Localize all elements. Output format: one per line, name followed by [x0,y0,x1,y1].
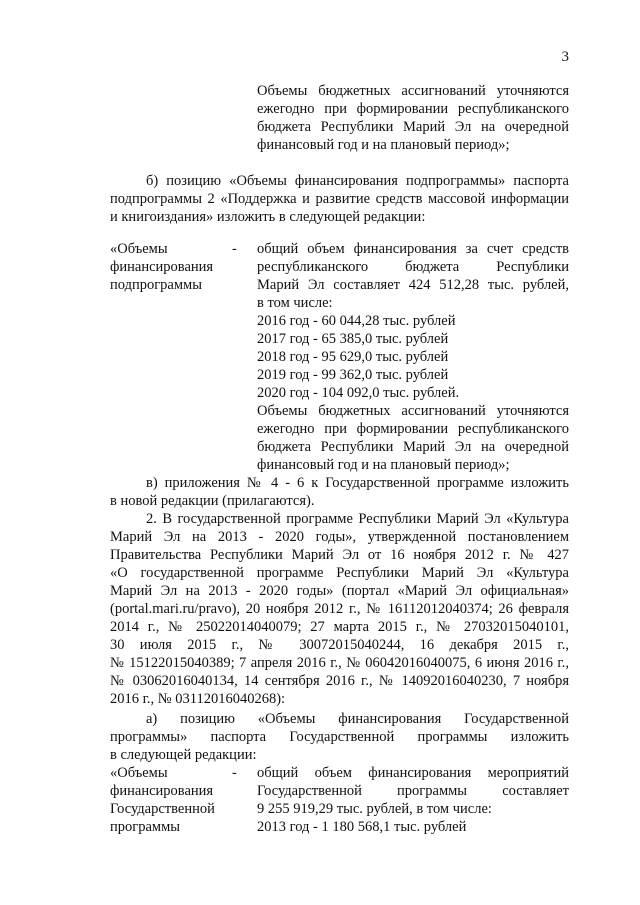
paragraph-line: № 15122015040389; 7 апреля 2016 г., № 06042016040075, 6 июня 2016 г., [110,655,569,671]
paragraph-2 [110,510,569,708]
value-line: 2019 год - 99 362,0 тыс. рублей [257,367,449,383]
table-value [257,240,569,474]
paragraph-line: № 03062016040134, 14 сентября 2016 г., № 14092016040230, 7 ноября [110,673,569,689]
intro-line: ежегодно при формировании республиканского [257,101,569,117]
value-line: общий объем финансирования мероприятий [257,765,569,781]
paragraph-b [110,172,569,226]
paragraph-v [110,474,569,510]
value-line: Государственной программы составляет [257,783,569,799]
paragraph-line: 2014 г., № 25022014040079; 27 марта 2015 г., № 27032015040101, [110,619,569,635]
table-label [110,764,240,836]
value-line: 2020 год - 104 092,0 тыс. рублей. [257,385,460,401]
value-line: 2016 год - 60 044,28 тыс. рублей [257,313,456,329]
paragraph-line: б) позицию «Объемы финансирования подпрограммы» паспорта [146,173,569,189]
value-line: в том числе: [257,295,333,311]
paragraph-line: подпрограммы 2 «Поддержка и развитие средств массовой информации [110,191,569,207]
label-line: «Объемы [110,241,168,257]
label-line: Государственной [110,801,215,817]
value-line: Объемы бюджетных ассигнований уточняются [257,403,569,419]
paragraph-line: 30 июля 2015 г., № 30072015040244, 16 декабря 2015 г., [110,637,569,653]
table-label [110,240,240,294]
paragraph-line: а) позицию «Объемы финансирования Государственной [146,711,569,727]
label-line: финансирования [110,783,214,799]
paragraph-line: Марий Эл на 2013 - 2020 годы», утвержденной постановлением [110,529,569,545]
paragraph-a [110,710,569,764]
paragraph-line: программы» паспорта Государственной программы изложить [110,729,569,745]
paragraph-line: 2016 г., № 03112016040268): [110,691,286,707]
paragraph-line: «О государственной программе Республики Марий Эл «Культура [110,565,569,581]
value-line: Марий Эл составляет 424 512,28 тыс. рублей, [257,277,569,293]
table-dash: - [232,241,237,257]
label-line: «Объемы [110,765,168,781]
paragraph-line: Марий Эл на 2013 - 2020 годы» (портал «Марий Эл официальная» [110,583,569,599]
value-line: 2017 год - 65 385,0 тыс. рублей [257,331,449,347]
table-value [257,764,569,836]
value-line: бюджета Республики Марий Эл на очередной [257,439,569,455]
intro-line: бюджета Республики Марий Эл на очередной [257,119,569,135]
label-line: финансирования [110,259,214,275]
paragraph-line: (portal.mari.ru/pravo), 20 ноября 2012 г., № 16112012040374; 26 февраля [110,601,569,617]
page-number: 3 [561,49,569,65]
paragraph-line: 2. В государственной программе Республики Марий Эл «Культура [146,511,569,527]
paragraph-line: в следующей редакции: [110,747,257,763]
value-line: республиканского бюджета Республики [257,259,569,275]
value-line: ежегодно при формировании республиканского [257,421,569,437]
table-dash: - [232,765,237,781]
value-line: финансовый год и на плановый период»; [257,457,510,473]
intro-line: финансовый год и на плановый период»; [257,137,510,153]
label-line: подпрограммы [110,277,202,293]
paragraph-line: и книгоиздания» изложить в следующей редакции: [110,209,426,225]
value-line: 2013 год - 1 180 568,1 тыс. рублей [257,819,467,835]
paragraph-line: в новой редакции (прилагаются). [110,493,315,509]
value-line: 9 255 919,29 тыс. рублей, в том числе: [257,801,492,817]
paragraph-line: в) приложения № 4 - 6 к Государственной программе изложить [146,475,569,491]
label-line: программы [110,819,180,835]
value-line: 2018 год - 95 629,0 тыс. рублей [257,349,449,365]
intro-line: Объемы бюджетных ассигнований уточняются [257,83,569,99]
value-line: общий объем финансирования за счет средств [257,241,569,257]
intro-text-block [257,82,569,154]
paragraph-line: Правительства Республики Марий Эл от 16 ноября 2012 г. № 427 [110,547,569,563]
